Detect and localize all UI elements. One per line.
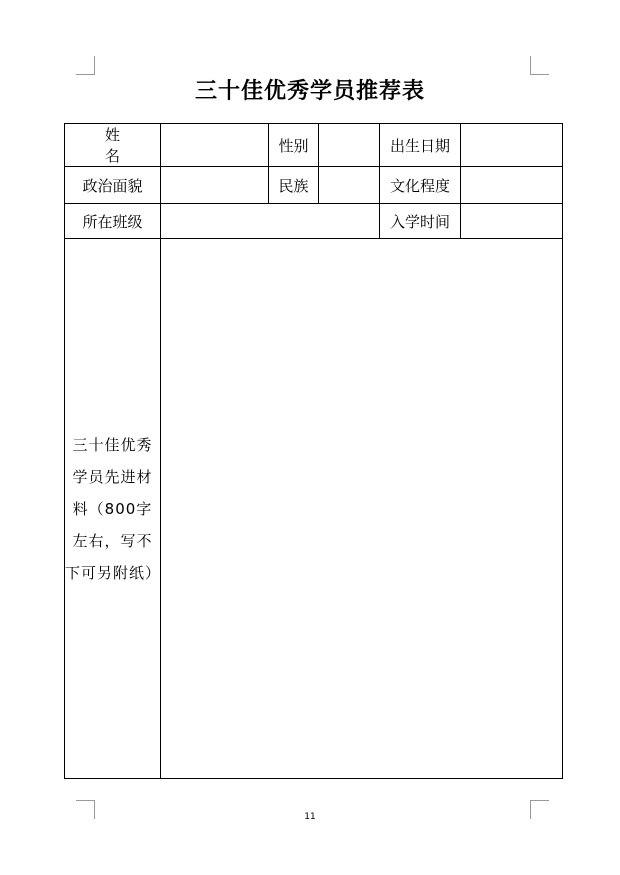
crop-mark-top-right (530, 56, 549, 75)
birth-date-value-cell[interactable] (461, 124, 563, 167)
political-status-value-cell[interactable] (161, 167, 269, 204)
form-row-name (65, 124, 563, 167)
enroll-date-label: 入学时间 (380, 204, 461, 239)
class-label: 所在班级 (65, 204, 161, 239)
class-value-cell[interactable] (161, 204, 380, 239)
political-status-label: 政治面貌 (65, 167, 161, 204)
material-label: 三十佳优秀学员先进材料（800字左右，写不下可另附纸） (65, 239, 161, 779)
recommendation-form-table (64, 123, 563, 779)
name-value-cell[interactable] (161, 124, 269, 167)
name-label: 姓名 (65, 124, 161, 167)
birth-date-label: 出生日期 (380, 124, 461, 167)
crop-mark-top-left (76, 56, 95, 75)
form-row-material (65, 239, 563, 779)
ethnicity-value-cell[interactable] (319, 167, 380, 204)
ethnicity-label: 民族 (269, 167, 319, 204)
material-value-cell[interactable] (161, 239, 563, 779)
document-title: 三十佳优秀学员推荐表 (194, 78, 425, 104)
education-value-cell[interactable] (461, 167, 563, 204)
gender-value-cell[interactable] (319, 124, 380, 167)
form-row-class (65, 204, 563, 239)
gender-label: 性别 (269, 124, 319, 167)
page-number: 11 (304, 812, 316, 822)
form-row-political (65, 167, 563, 204)
enroll-date-value-cell[interactable] (461, 204, 563, 239)
education-label: 文化程度 (380, 167, 461, 204)
